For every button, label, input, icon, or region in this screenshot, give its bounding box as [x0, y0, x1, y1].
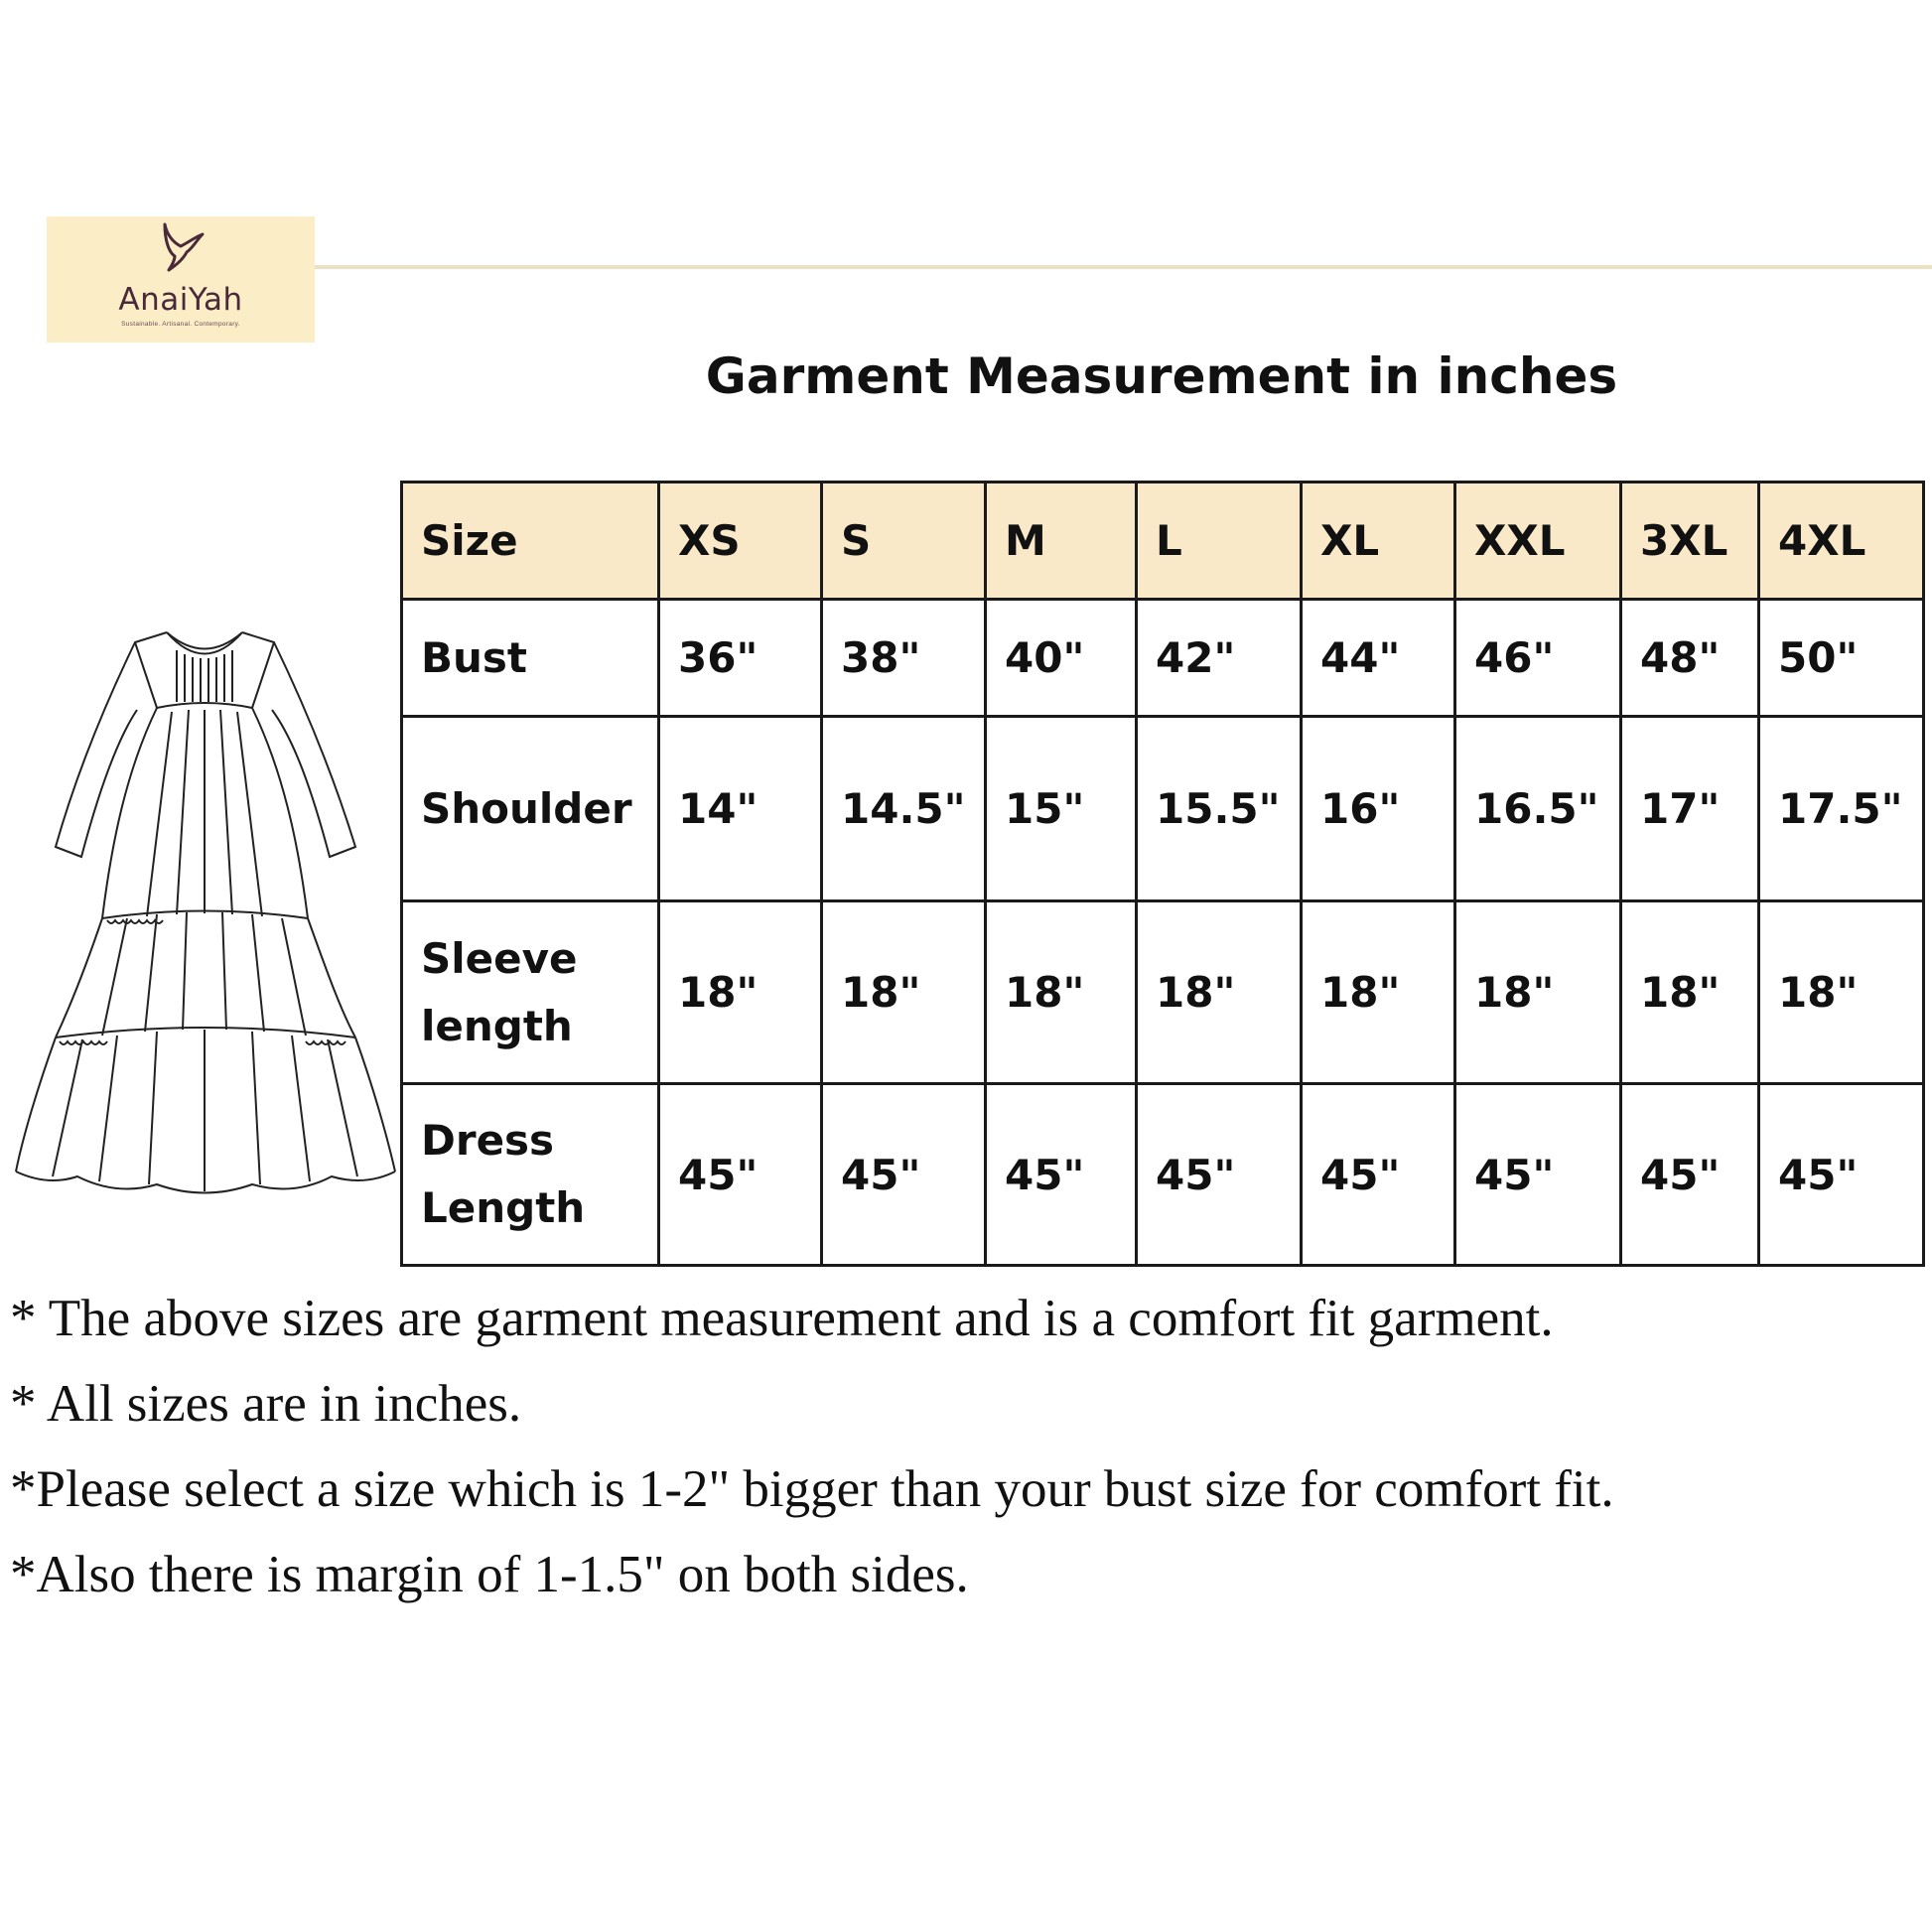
size-chart-table	[400, 481, 1925, 1267]
table-cell: 17.5"	[1759, 717, 1924, 901]
column-header: XS	[659, 483, 822, 600]
bird-icon	[153, 220, 212, 278]
table-cell: 18"	[659, 901, 822, 1084]
tiered-maxi-dress-icon	[8, 621, 400, 1201]
table-cell: 46"	[1455, 600, 1621, 717]
table-cell: 45"	[1621, 1084, 1759, 1266]
table-cell: 50"	[1759, 600, 1924, 717]
note-line: *Also there is margin of 1-1.5" on both sides.	[10, 1546, 969, 1603]
column-header: XL	[1302, 483, 1455, 600]
table-cell: 18"	[1759, 901, 1924, 1084]
table-row	[402, 901, 1924, 1084]
page-title: Garment Measurement in inches	[705, 347, 1618, 405]
table-cell: 14"	[659, 717, 822, 901]
table-header-row	[402, 483, 1924, 600]
table-cell: 16.5"	[1455, 717, 1621, 901]
table-cell: 36"	[659, 600, 822, 717]
table-cell: 45"	[1302, 1084, 1455, 1266]
table-cell: 40"	[986, 600, 1137, 717]
column-header: M	[986, 483, 1137, 600]
table-row	[402, 1084, 1924, 1266]
brand-logo	[47, 216, 315, 343]
column-header: XXL	[1455, 483, 1621, 600]
table-cell: 15.5"	[1137, 717, 1302, 901]
table-cell: 42"	[1137, 600, 1302, 717]
column-header: 3XL	[1621, 483, 1759, 600]
row-label: Shoulder	[402, 717, 659, 901]
table-cell: 18"	[986, 901, 1137, 1084]
table-cell: 45"	[822, 1084, 986, 1266]
row-label: Dress Length	[402, 1084, 659, 1266]
table-row	[402, 717, 1924, 901]
table-cell: 18"	[822, 901, 986, 1084]
table-cell: 45"	[986, 1084, 1137, 1266]
table-cell: 45"	[1455, 1084, 1621, 1266]
column-header: S	[822, 483, 986, 600]
note-line: * All sizes are in inches.	[10, 1375, 522, 1433]
table-cell: 17"	[1621, 717, 1759, 901]
row-label: Bust	[402, 600, 659, 717]
column-header: L	[1137, 483, 1302, 600]
table-row	[402, 600, 1924, 717]
table-cell: 18"	[1455, 901, 1621, 1084]
table-cell: 15"	[986, 717, 1137, 901]
table-cell: 18"	[1137, 901, 1302, 1084]
brand-name: AnaiYah	[118, 282, 243, 318]
table-cell: 44"	[1302, 600, 1455, 717]
header-divider	[315, 265, 1932, 269]
table-cell: 16"	[1302, 717, 1455, 901]
table-cell: 45"	[1137, 1084, 1302, 1266]
table-cell: 45"	[1759, 1084, 1924, 1266]
column-header: 4XL	[1759, 483, 1924, 600]
note-line: * The above sizes are garment measurement and is a comfort fit garment.	[10, 1290, 1554, 1347]
table-cell: 48"	[1621, 600, 1759, 717]
table-cell: 38"	[822, 600, 986, 717]
table-cell: 45"	[659, 1084, 822, 1266]
table-cell: 18"	[1621, 901, 1759, 1084]
brand-tagline: Sustainable. Artisanal. Contemporary.	[121, 321, 240, 328]
table-cell: 18"	[1302, 901, 1455, 1084]
table-cell: 14.5"	[822, 717, 986, 901]
column-header: Size	[402, 483, 659, 600]
note-line: *Please select a size which is 1-2" bigger than your bust size for comfort fit.	[10, 1460, 1614, 1518]
row-label: Sleeve length	[402, 901, 659, 1084]
size-notes	[10, 1289, 1926, 1630]
